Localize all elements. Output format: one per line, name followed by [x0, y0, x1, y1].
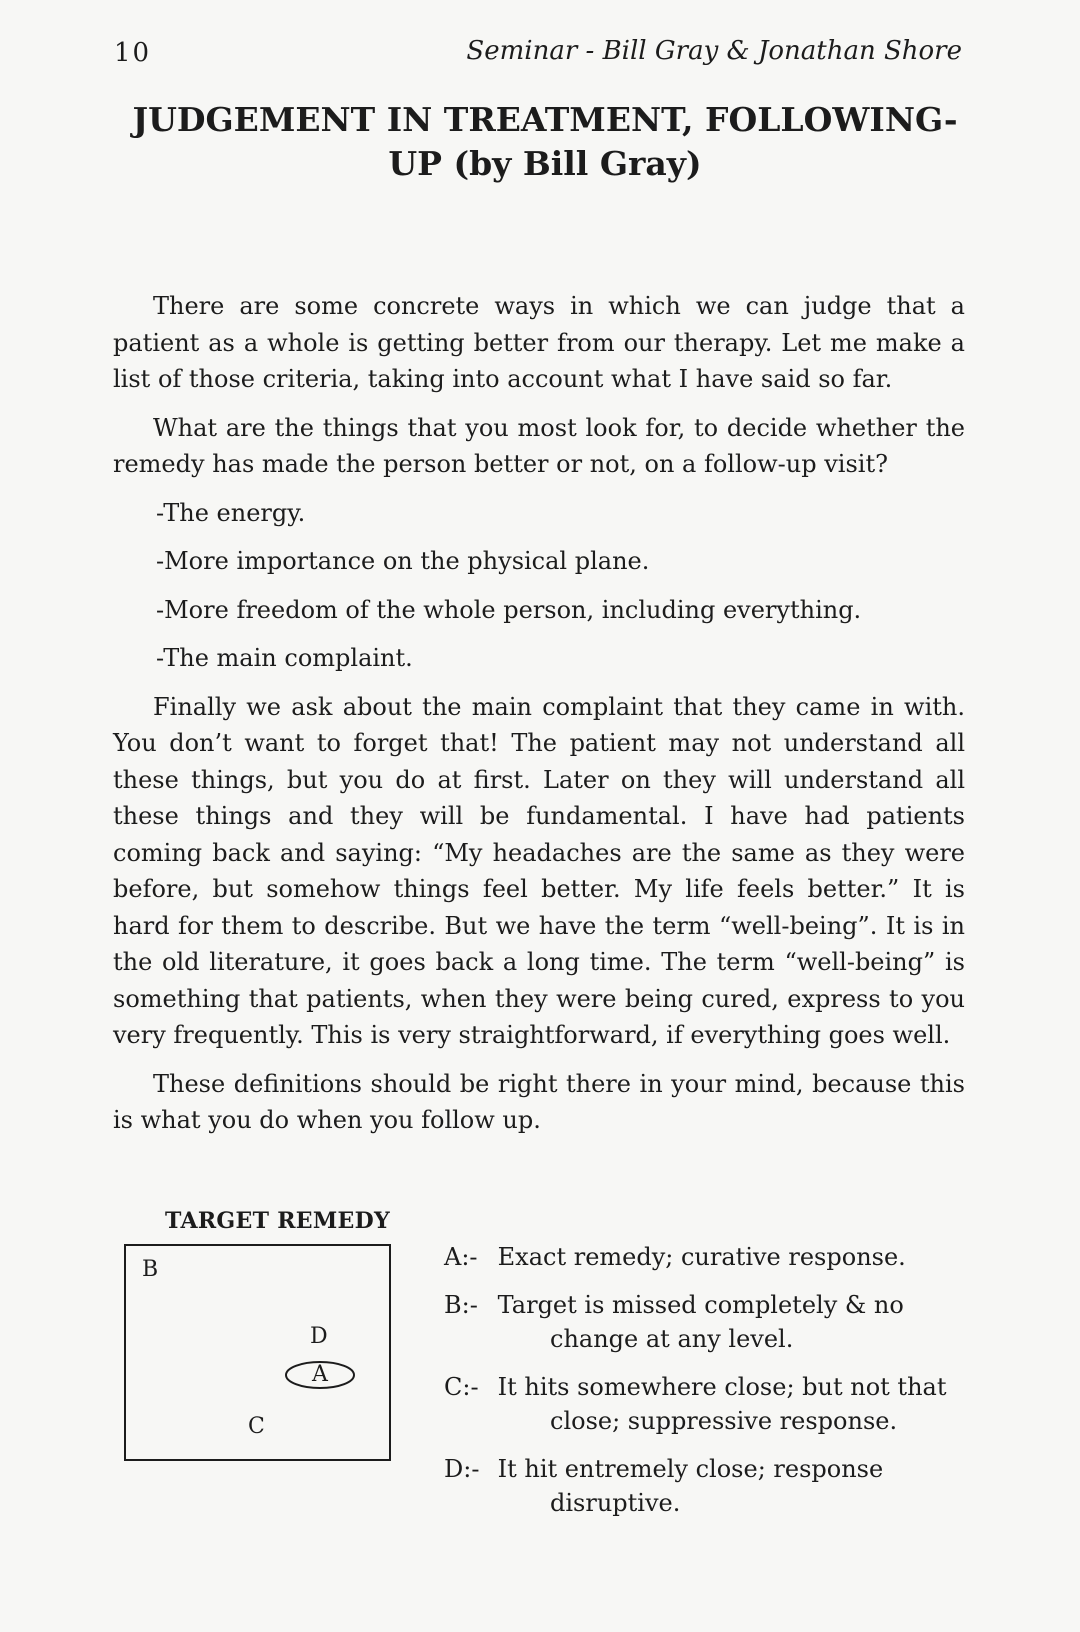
legend-item-c: [444, 1370, 979, 1438]
legend-key: D:-: [444, 1455, 480, 1483]
legend-item-d: [444, 1452, 979, 1520]
legend-item-b: [444, 1288, 979, 1356]
legend-key: B:-: [444, 1291, 478, 1319]
paragraph: What are the things that you most look for, to decide whether the remedy has made the person better or not, on a follow-up visit?: [113, 413, 965, 478]
paragraph: There are some concrete ways in which we can judge that a patient as a whole is getting better from our therapy. Let me make a list of those criteria, taking into account what I have said so far.: [113, 292, 965, 393]
legend-text: It hit entremely close; response disruptive.: [497, 1455, 884, 1517]
list-item: -More importance on the physical plane.: [156, 547, 650, 575]
legend-text: Target is missed completely & no change at any level.: [497, 1291, 904, 1353]
list-item: -The energy.: [156, 498, 306, 527]
paragraph: These definitions should be right there in your mind, because this is what you do when you follow up.: [113, 1069, 965, 1134]
legend-item-a: [444, 1240, 979, 1274]
running-head: Seminar - Bill Gray & Jonathan Shore: [466, 36, 962, 66]
target-diagram: [124, 1244, 392, 1462]
diagram-label-b: B: [142, 1257, 159, 1282]
legend-key: A:-: [444, 1243, 478, 1271]
diagram-label-a: A: [312, 1362, 328, 1387]
diagram-label-d: D: [310, 1324, 328, 1349]
chapter-title: JUDGEMENT IN TREATMENT, FOLLOWING-UP (by Bill Gray): [132, 100, 958, 183]
target-remedy-heading: TARGET REMEDY: [165, 1208, 390, 1234]
paragraph: Finally we ask about the main complaint that they came in with. You don’t want to forget that! The patient may not understand all these things, but you do at first. Later on they will understand all these things and they will be fundamental. I have had patients coming back and saying: “My headaches are the same as they were before, but somehow things feel better. My life feels better.” It is hard for them to describe. But we have the term “well-being”. It is in the old literature, it goes back a long time. The term “well-being” is something that patients, when they were being cured, express to you very frequently. This is very straightforward, if everything goes well.: [113, 692, 965, 1049]
target-legend: [444, 1240, 979, 1534]
legend-text: It hits somewhere close; but not that close; suppressive response.: [497, 1373, 947, 1435]
list-item: -The main complaint.: [156, 644, 413, 672]
diagram-label-c: C: [248, 1414, 265, 1439]
legend-text: Exact remedy; curative response.: [497, 1243, 906, 1271]
legend-key: C:-: [444, 1373, 479, 1401]
list-item: -More freedom of the whole person, including everything.: [156, 595, 862, 624]
body-text: [113, 288, 965, 1151]
page-number: 10: [114, 38, 152, 68]
